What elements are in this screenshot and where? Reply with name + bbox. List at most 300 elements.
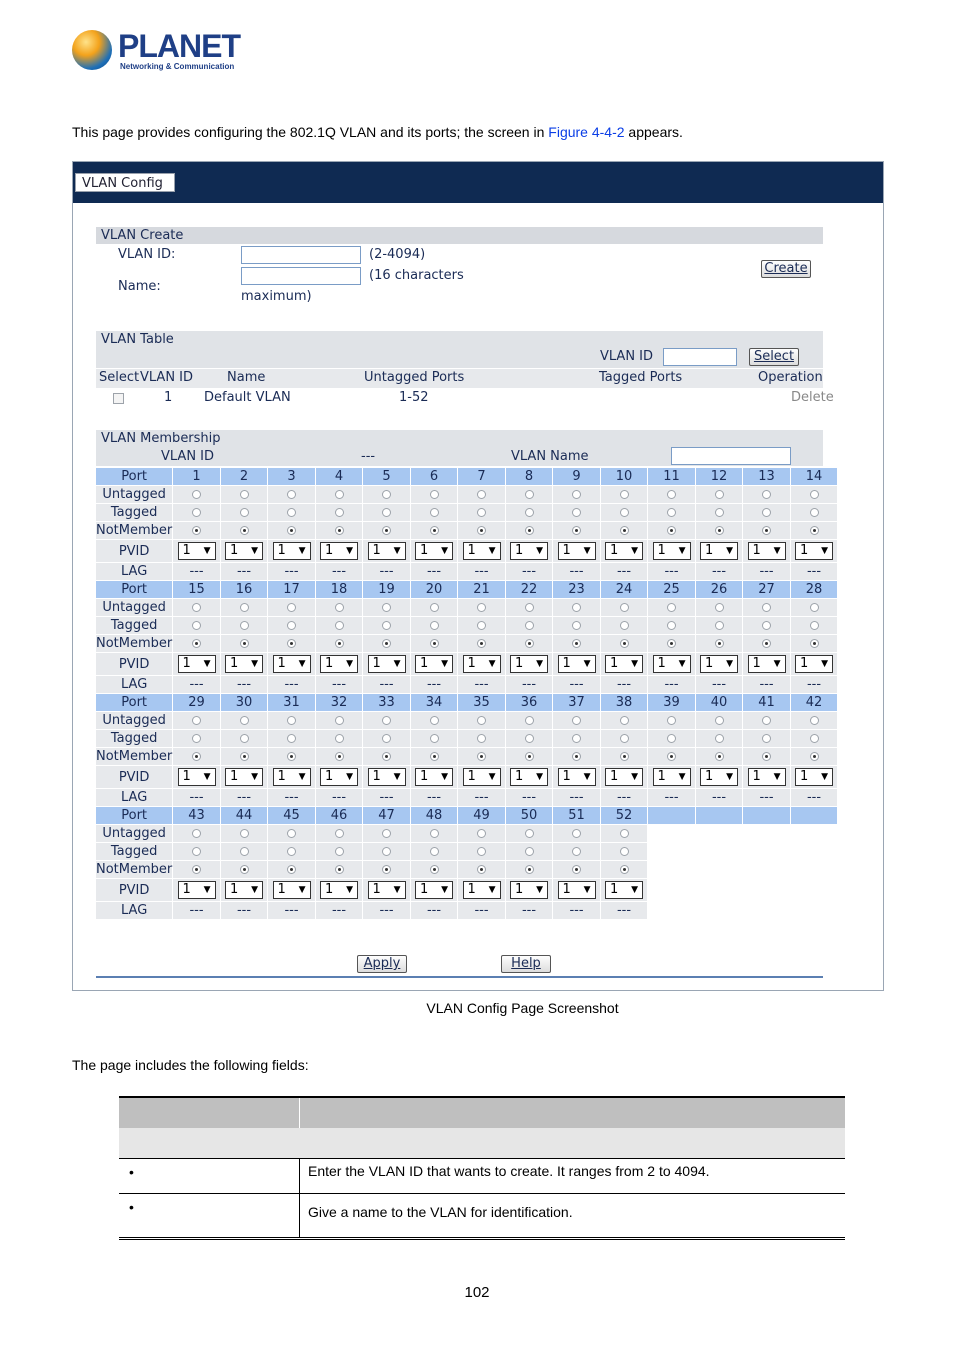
untagged-cell	[363, 486, 411, 504]
pvid-select[interactable]: 1 ▼	[510, 542, 548, 560]
untagged-cell	[600, 599, 648, 617]
untagged-radio[interactable]	[525, 490, 534, 499]
tagged-radio[interactable]	[192, 734, 201, 743]
tagged-cell	[458, 730, 506, 748]
untagged-cell	[268, 712, 316, 730]
untagged-cell	[458, 712, 506, 730]
pvid-select[interactable]: 1 ▼	[463, 542, 501, 560]
pvid-select[interactable]: 1 ▼	[368, 655, 406, 673]
pvid-select[interactable]: 1 ▼	[225, 655, 263, 673]
lag-cell: ---	[743, 563, 791, 581]
notmember-cell	[648, 522, 696, 540]
tagged-radio[interactable]	[382, 621, 391, 630]
notmember-radio[interactable]	[762, 526, 771, 535]
tagged-radio[interactable]	[620, 734, 629, 743]
pvid-select[interactable]: 1 ▼	[415, 542, 453, 560]
pvid-select[interactable]: 1 ▼	[558, 768, 596, 786]
pvid-select[interactable]: 1 ▼	[653, 655, 691, 673]
notmember-cell	[173, 861, 221, 879]
tagged-radio[interactable]	[715, 734, 724, 743]
notmember-radio[interactable]	[335, 639, 344, 648]
untagged-cell	[648, 486, 696, 504]
tagged-radio[interactable]	[762, 508, 771, 517]
col-operation: Operation	[758, 370, 823, 385]
untagged-radio[interactable]	[287, 716, 296, 725]
tagged-radio[interactable]	[430, 847, 439, 856]
pvid-select[interactable]: 1 ▼	[178, 768, 216, 786]
notmember-cell	[410, 522, 458, 540]
pvid-select[interactable]: 1 ▼	[273, 655, 311, 673]
lag-cell: ---	[553, 676, 601, 694]
untagged-radio[interactable]	[382, 490, 391, 499]
row-select-checkbox[interactable]	[113, 393, 124, 404]
tagged-radio[interactable]	[192, 508, 201, 517]
untagged-radio[interactable]	[430, 490, 439, 499]
tagged-radio[interactable]	[810, 508, 819, 517]
tagged-radio[interactable]	[525, 847, 534, 856]
pvid-select[interactable]: 1 ▼	[463, 768, 501, 786]
planet-logo	[72, 30, 242, 74]
port-number: 10	[600, 468, 648, 486]
row-label-notmember: NotMember	[96, 523, 173, 538]
notmember-radio[interactable]	[192, 526, 201, 535]
tab-vlan-config[interactable]: VLAN Config	[75, 173, 175, 192]
pvid-select[interactable]: 1 ▼	[320, 881, 358, 899]
vlan-table-search-input[interactable]	[663, 348, 737, 366]
tagged-cell	[553, 730, 601, 748]
untagged-radio[interactable]	[525, 716, 534, 725]
pvid-select[interactable]: 1 ▼	[605, 542, 643, 560]
untagged-radio[interactable]	[572, 829, 581, 838]
untagged-cell	[790, 712, 838, 730]
notmember-radio[interactable]	[477, 865, 486, 874]
pvid-select[interactable]: 1 ▼	[605, 881, 643, 899]
untagged-radio[interactable]	[335, 603, 344, 612]
untagged-radio[interactable]	[762, 716, 771, 725]
untagged-radio[interactable]	[240, 829, 249, 838]
pvid-select[interactable]: 1 ▼	[700, 655, 738, 673]
untagged-radio[interactable]	[335, 829, 344, 838]
pvid-select[interactable]: 1 ▼	[510, 655, 548, 673]
untagged-radio[interactable]	[620, 603, 629, 612]
notmember-radio[interactable]	[715, 639, 724, 648]
pvid-select[interactable]: 1 ▼	[795, 768, 833, 786]
tagged-cell	[743, 504, 791, 522]
pvid-select[interactable]: 1 ▼	[510, 881, 548, 899]
notmember-radio[interactable]	[810, 526, 819, 535]
notmember-cell	[600, 522, 648, 540]
tagged-radio[interactable]	[240, 508, 249, 517]
notmember-radio[interactable]	[477, 752, 486, 761]
membership-vlan-name-input[interactable]	[671, 447, 791, 465]
untagged-radio[interactable]	[620, 490, 629, 499]
notmember-radio[interactable]	[287, 865, 296, 874]
tagged-radio[interactable]	[810, 734, 819, 743]
untagged-radio[interactable]	[477, 716, 486, 725]
tagged-radio[interactable]	[430, 508, 439, 517]
untagged-radio[interactable]	[525, 603, 534, 612]
pvid-select[interactable]: 1 ▼	[700, 542, 738, 560]
create-button[interactable]	[761, 260, 811, 278]
notmember-radio[interactable]	[572, 865, 581, 874]
lag-cell: ---	[743, 789, 791, 807]
untagged-radio[interactable]	[667, 490, 676, 499]
notmember-radio[interactable]	[620, 526, 629, 535]
pvid-select[interactable]: 1 ▼	[178, 655, 216, 673]
notmember-cell	[220, 522, 268, 540]
notmember-radio[interactable]	[287, 752, 296, 761]
notmember-radio[interactable]	[762, 752, 771, 761]
pvid-select[interactable]: 1 ▼	[415, 655, 453, 673]
tagged-radio[interactable]	[382, 508, 391, 517]
tagged-radio[interactable]	[287, 847, 296, 856]
tagged-radio[interactable]	[240, 734, 249, 743]
tagged-cell	[743, 617, 791, 635]
tagged-radio[interactable]	[477, 847, 486, 856]
membership-row-pvid	[96, 766, 838, 789]
pvid-select[interactable]: 1 ▼	[320, 768, 358, 786]
untagged-radio[interactable]	[382, 829, 391, 838]
tagged-cell	[553, 504, 601, 522]
untagged-cell	[410, 486, 458, 504]
notmember-radio[interactable]	[810, 639, 819, 648]
pvid-select[interactable]: 1 ▼	[368, 768, 406, 786]
notmember-radio[interactable]	[715, 526, 724, 535]
untagged-radio[interactable]	[715, 490, 724, 499]
row-delete-link[interactable]: Delete	[791, 390, 834, 405]
untagged-cell	[173, 486, 221, 504]
untagged-radio[interactable]	[525, 829, 534, 838]
port-number: 20	[410, 581, 458, 599]
tagged-radio[interactable]	[240, 847, 249, 856]
tagged-cell	[173, 843, 221, 861]
tagged-radio[interactable]	[477, 734, 486, 743]
notmember-radio[interactable]	[620, 865, 629, 874]
lag-cell: ---	[220, 676, 268, 694]
pvid-select[interactable]: 1 ▼	[225, 768, 263, 786]
untagged-cell	[220, 486, 268, 504]
tagged-radio[interactable]	[525, 621, 534, 630]
pvid-cell	[743, 766, 791, 789]
apply-button[interactable]	[357, 955, 407, 973]
untagged-radio[interactable]	[477, 490, 486, 499]
row-label-tagged: Tagged	[96, 843, 173, 861]
tagged-radio[interactable]	[715, 508, 724, 517]
lag-cell: ---	[363, 789, 411, 807]
notmember-radio[interactable]	[525, 639, 534, 648]
notmember-cell	[790, 748, 838, 766]
pvid-select[interactable]: 1 ▼	[273, 542, 311, 560]
figure-link[interactable]: Figure 4-4-2	[548, 124, 625, 140]
pvid-select[interactable]: 1 ▼	[368, 881, 406, 899]
tagged-radio[interactable]	[667, 621, 676, 630]
port-number: 13	[743, 468, 791, 486]
notmember-radio[interactable]	[192, 752, 201, 761]
notmember-cell	[315, 748, 363, 766]
pvid-select[interactable]: 1 ▼	[653, 542, 691, 560]
notmember-radio[interactable]	[525, 865, 534, 874]
tagged-radio[interactable]	[572, 621, 581, 630]
untagged-cell	[553, 825, 601, 843]
untagged-radio[interactable]	[620, 716, 629, 725]
untagged-radio[interactable]	[192, 603, 201, 612]
untagged-radio[interactable]	[192, 490, 201, 499]
notmember-radio[interactable]	[620, 752, 629, 761]
tagged-cell	[220, 843, 268, 861]
untagged-radio[interactable]	[715, 716, 724, 725]
untagged-radio[interactable]	[287, 603, 296, 612]
pvid-select[interactable]: 1 ▼	[463, 881, 501, 899]
notmember-radio[interactable]	[667, 752, 676, 761]
pvid-select[interactable]: 1 ▼	[415, 768, 453, 786]
notmember-radio[interactable]	[240, 752, 249, 761]
notmember-cell	[458, 635, 506, 653]
untagged-radio[interactable]	[810, 603, 819, 612]
pvid-select[interactable]: 1 ▼	[415, 881, 453, 899]
notmember-radio[interactable]	[430, 865, 439, 874]
row-label-port: Port	[96, 581, 173, 599]
notmember-radio[interactable]	[762, 639, 771, 648]
pvid-cell	[695, 766, 743, 789]
untagged-radio[interactable]	[382, 716, 391, 725]
pvid-cell	[743, 653, 791, 676]
notmember-radio[interactable]	[572, 526, 581, 535]
tagged-radio[interactable]	[572, 847, 581, 856]
pvid-select[interactable]: 1 ▼	[653, 768, 691, 786]
col-select: Select	[99, 370, 140, 385]
untagged-cell	[600, 825, 648, 843]
lag-cell: ---	[458, 902, 506, 920]
tagged-radio[interactable]	[430, 734, 439, 743]
tagged-radio[interactable]	[287, 621, 296, 630]
pvid-select[interactable]: 1 ▼	[795, 655, 833, 673]
tagged-radio[interactable]	[810, 621, 819, 630]
notmember-radio[interactable]	[287, 639, 296, 648]
bullet-cell: •	[119, 1194, 300, 1239]
tagged-cell	[363, 730, 411, 748]
name-hint-line1: (16 characters	[369, 268, 464, 283]
pvid-select[interactable]: 1 ▼	[178, 881, 216, 899]
port-number: 6	[410, 468, 458, 486]
untagged-radio[interactable]	[667, 716, 676, 725]
notmember-radio[interactable]	[525, 752, 534, 761]
pvid-select[interactable]: 1 ▼	[510, 768, 548, 786]
untagged-radio[interactable]	[430, 829, 439, 838]
untagged-radio[interactable]	[810, 490, 819, 499]
untagged-radio[interactable]	[572, 603, 581, 612]
pvid-select[interactable]: 1 ▼	[463, 655, 501, 673]
untagged-radio[interactable]	[572, 716, 581, 725]
tagged-radio[interactable]	[572, 734, 581, 743]
tagged-radio[interactable]	[620, 508, 629, 517]
untagged-radio[interactable]	[477, 829, 486, 838]
pvid-select[interactable]: 1 ▼	[178, 542, 216, 560]
vlan-name-input[interactable]	[241, 267, 361, 285]
tagged-cell	[410, 617, 458, 635]
untagged-radio[interactable]	[192, 716, 201, 725]
notmember-cell	[695, 522, 743, 540]
untagged-radio[interactable]	[762, 603, 771, 612]
select-button[interactable]	[749, 348, 799, 366]
notmember-radio[interactable]	[335, 752, 344, 761]
tagged-radio[interactable]	[430, 621, 439, 630]
notmember-radio[interactable]	[430, 752, 439, 761]
tagged-radio[interactable]	[287, 508, 296, 517]
pvid-select[interactable]: 1 ▼	[320, 542, 358, 560]
header-bar	[73, 162, 883, 203]
tagged-radio[interactable]	[240, 621, 249, 630]
pvid-select[interactable]: 1 ▼	[273, 881, 311, 899]
row-label-port: Port	[96, 468, 173, 486]
pvid-cell	[173, 879, 221, 902]
untagged-radio[interactable]	[715, 603, 724, 612]
tagged-radio[interactable]	[192, 847, 201, 856]
tagged-radio[interactable]	[477, 508, 486, 517]
pvid-cell	[695, 540, 743, 563]
lag-cell: ---	[220, 563, 268, 581]
tagged-radio[interactable]	[525, 734, 534, 743]
untagged-radio[interactable]	[192, 829, 201, 838]
pvid-cell	[268, 879, 316, 902]
notmember-radio[interactable]	[240, 526, 249, 535]
pvid-select[interactable]: 1 ▼	[748, 768, 786, 786]
tagged-radio[interactable]	[335, 621, 344, 630]
tagged-radio[interactable]	[620, 847, 629, 856]
tagged-radio[interactable]	[525, 508, 534, 517]
notmember-cell	[268, 748, 316, 766]
notmember-radio[interactable]	[335, 526, 344, 535]
port-number: 25	[648, 581, 696, 599]
port-number: 8	[505, 468, 553, 486]
notmember-radio[interactable]	[382, 865, 391, 874]
notmember-cell	[505, 748, 553, 766]
empty-cell	[695, 861, 743, 879]
untagged-radio[interactable]	[620, 829, 629, 838]
notmember-radio[interactable]	[620, 639, 629, 648]
notmember-radio[interactable]	[382, 526, 391, 535]
notmember-radio[interactable]	[572, 752, 581, 761]
untagged-radio[interactable]	[430, 603, 439, 612]
notmember-radio[interactable]	[525, 526, 534, 535]
notmember-radio[interactable]	[335, 865, 344, 874]
untagged-radio[interactable]	[335, 490, 344, 499]
notmember-radio[interactable]	[240, 865, 249, 874]
tagged-radio[interactable]	[477, 621, 486, 630]
notmember-cell	[315, 635, 363, 653]
notmember-radio[interactable]	[810, 752, 819, 761]
pvid-select[interactable]: 1 ▼	[558, 542, 596, 560]
tagged-radio[interactable]	[335, 847, 344, 856]
untagged-radio[interactable]	[762, 490, 771, 499]
notmember-radio[interactable]	[382, 752, 391, 761]
tagged-radio[interactable]	[762, 621, 771, 630]
untagged-radio[interactable]	[240, 490, 249, 499]
notmember-radio[interactable]	[240, 639, 249, 648]
notmember-radio[interactable]	[715, 752, 724, 761]
tagged-radio[interactable]	[192, 621, 201, 630]
notmember-radio[interactable]	[667, 639, 676, 648]
notmember-radio[interactable]	[287, 526, 296, 535]
notmember-radio[interactable]	[430, 526, 439, 535]
untagged-radio[interactable]	[240, 716, 249, 725]
untagged-radio[interactable]	[382, 603, 391, 612]
notmember-radio[interactable]	[192, 865, 201, 874]
membership-row-tagged	[96, 617, 838, 635]
port-number: 42	[790, 694, 838, 712]
pvid-select[interactable]: 1 ▼	[368, 542, 406, 560]
pvid-cell	[553, 879, 601, 902]
pvid-select[interactable]: 1 ▼	[605, 655, 643, 673]
tagged-radio[interactable]	[667, 508, 676, 517]
untagged-radio[interactable]	[430, 716, 439, 725]
tagged-cell	[695, 617, 743, 635]
notmember-radio[interactable]	[192, 639, 201, 648]
empty-cell	[648, 807, 696, 825]
tagged-cell	[410, 843, 458, 861]
notmember-cell	[505, 522, 553, 540]
help-button[interactable]	[501, 955, 551, 973]
pvid-select[interactable]: 1 ▼	[700, 768, 738, 786]
tagged-radio[interactable]	[715, 621, 724, 630]
tagged-radio[interactable]	[620, 621, 629, 630]
pvid-select[interactable]: 1 ▼	[795, 542, 833, 560]
tagged-radio[interactable]	[335, 508, 344, 517]
untagged-radio[interactable]	[287, 490, 296, 499]
untagged-radio[interactable]	[477, 603, 486, 612]
pvid-select[interactable]: 1 ▼	[558, 881, 596, 899]
empty-cell	[743, 807, 791, 825]
pvid-select[interactable]: 1 ▼	[320, 655, 358, 673]
notmember-radio[interactable]	[382, 639, 391, 648]
tagged-radio[interactable]	[382, 847, 391, 856]
pvid-cell	[363, 540, 411, 563]
untagged-radio[interactable]	[572, 490, 581, 499]
table-header-row	[119, 1097, 845, 1128]
vlan-id-input[interactable]	[241, 246, 361, 264]
pvid-select[interactable]: 1 ▼	[748, 542, 786, 560]
tagged-radio[interactable]	[335, 734, 344, 743]
pvid-select[interactable]: 1 ▼	[225, 881, 263, 899]
untagged-radio[interactable]	[335, 716, 344, 725]
untagged-radio[interactable]	[287, 829, 296, 838]
tagged-radio[interactable]	[287, 734, 296, 743]
vlan-table-row	[96, 389, 834, 408]
lag-cell: ---	[363, 563, 411, 581]
notmember-radio[interactable]	[477, 526, 486, 535]
notmember-radio[interactable]	[430, 639, 439, 648]
tagged-radio[interactable]	[382, 734, 391, 743]
port-number: 29	[173, 694, 221, 712]
pvid-select[interactable]: 1 ▼	[225, 542, 263, 560]
pvid-select[interactable]: 1 ▼	[273, 768, 311, 786]
notmember-radio[interactable]	[477, 639, 486, 648]
tagged-radio[interactable]	[572, 508, 581, 517]
row-label-untagged: Untagged	[96, 712, 173, 730]
pvid-select[interactable]: 1 ▼	[605, 768, 643, 786]
tagged-cell	[790, 504, 838, 522]
untagged-radio[interactable]	[810, 716, 819, 725]
untagged-radio[interactable]	[667, 603, 676, 612]
notmember-radio[interactable]	[667, 526, 676, 535]
tagged-radio[interactable]	[762, 734, 771, 743]
untagged-radio[interactable]	[240, 603, 249, 612]
pvid-select[interactable]: 1 ▼	[748, 655, 786, 673]
tagged-cell	[600, 617, 648, 635]
pvid-select[interactable]: 1 ▼	[558, 655, 596, 673]
notmember-radio[interactable]	[572, 639, 581, 648]
empty-cell	[790, 825, 838, 843]
tagged-radio[interactable]	[667, 734, 676, 743]
